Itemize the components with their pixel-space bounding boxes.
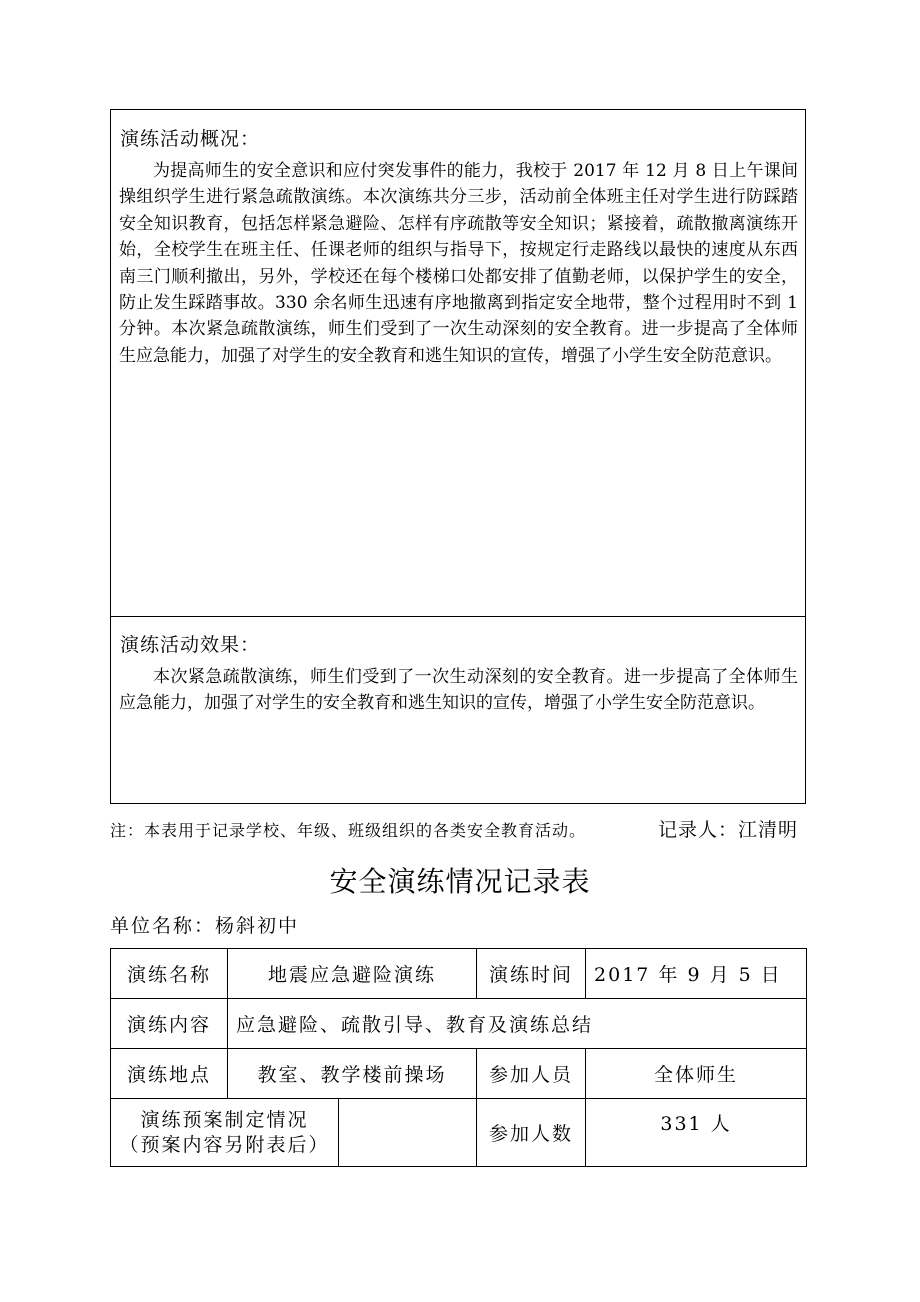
plan-label-line2: （预案内容另附表后） (119, 1133, 330, 1156)
overview-text: 为提高师生的安全意识和应付突发事件的能力，我校于 2017 年 12 月 8 日上午课间操组织学生进行紧急疏散演练。本次演练共分三步，活动前全体班主任对学生进行防踩踏安全知识教育，包括怎样紧急避险、怎样有序疏散等安全知识；紧接着，疏散撤离演练开始，全校学生在班主任、任课老师的组织与指导下，按规定行走路线以最快的速度从东西南三门顺利撤出，另外，学校还在每个楼梯口处都安排了值勤老师，以保护学生的安全，防止发生踩踏事故。330 余名师生迅速有序地撤离到指定安全地带，整个过程用时不到 1 分钟。本次紧急疏散演练，师生们受到了一次生动深刻的安全教育。进一步提高了全体师生应急能力，加强了对学生的安全教育和逃生知识的宣传，增强了小学生安全防范意识。 (119, 161, 798, 366)
drill-content-value: 应急避险、疏散引导、教育及演练总结 (228, 999, 807, 1049)
plan-value (339, 1099, 477, 1167)
form-title: 安全演练情况记录表 (329, 865, 591, 898)
drill-time-value: 2017 年 9 月 5 日 (586, 949, 807, 999)
table-row (111, 1049, 807, 1099)
participants-value: 全体师生 (586, 1049, 807, 1099)
table-row (111, 999, 807, 1049)
drill-name-label: 演练名称 (111, 949, 228, 999)
overview-heading: 演练活动概况： (120, 128, 261, 150)
effect-text: 本次紧急疏散演练，师生们受到了一次生动深刻的安全教育。进一步提高了全体师生应急能力，加强了对学生的安全教育和逃生知识的宣传，增强了小学生安全防范意识。 (119, 667, 798, 714)
table-row (111, 949, 807, 999)
footer-note: 注：本表用于记录学校、年级、班级组织的各类安全教育活动。 (110, 821, 587, 840)
drill-place-label: 演练地点 (111, 1049, 228, 1099)
effect-heading: 演练活动效果： (120, 634, 261, 656)
unit-name: 单位名称：杨斜初中 (110, 915, 300, 937)
drill-place-value: 教室、教学楼前操场 (228, 1049, 477, 1099)
drill-record-table (110, 948, 807, 1167)
drill-content-label: 演练内容 (111, 999, 228, 1049)
table-row (111, 1099, 807, 1167)
plan-label (111, 1099, 339, 1167)
participants-label: 参加人员 (477, 1049, 586, 1099)
recorder: 记录人：江清明 (658, 819, 799, 841)
participant-count-value: 331 人 (586, 1099, 807, 1167)
drill-name-value: 地震应急避险演练 (228, 949, 477, 999)
drill-time-label: 演练时间 (477, 949, 586, 999)
plan-label-line1: 演练预案制定情况 (140, 1108, 309, 1131)
participant-count-label: 参加人数 (477, 1099, 586, 1167)
